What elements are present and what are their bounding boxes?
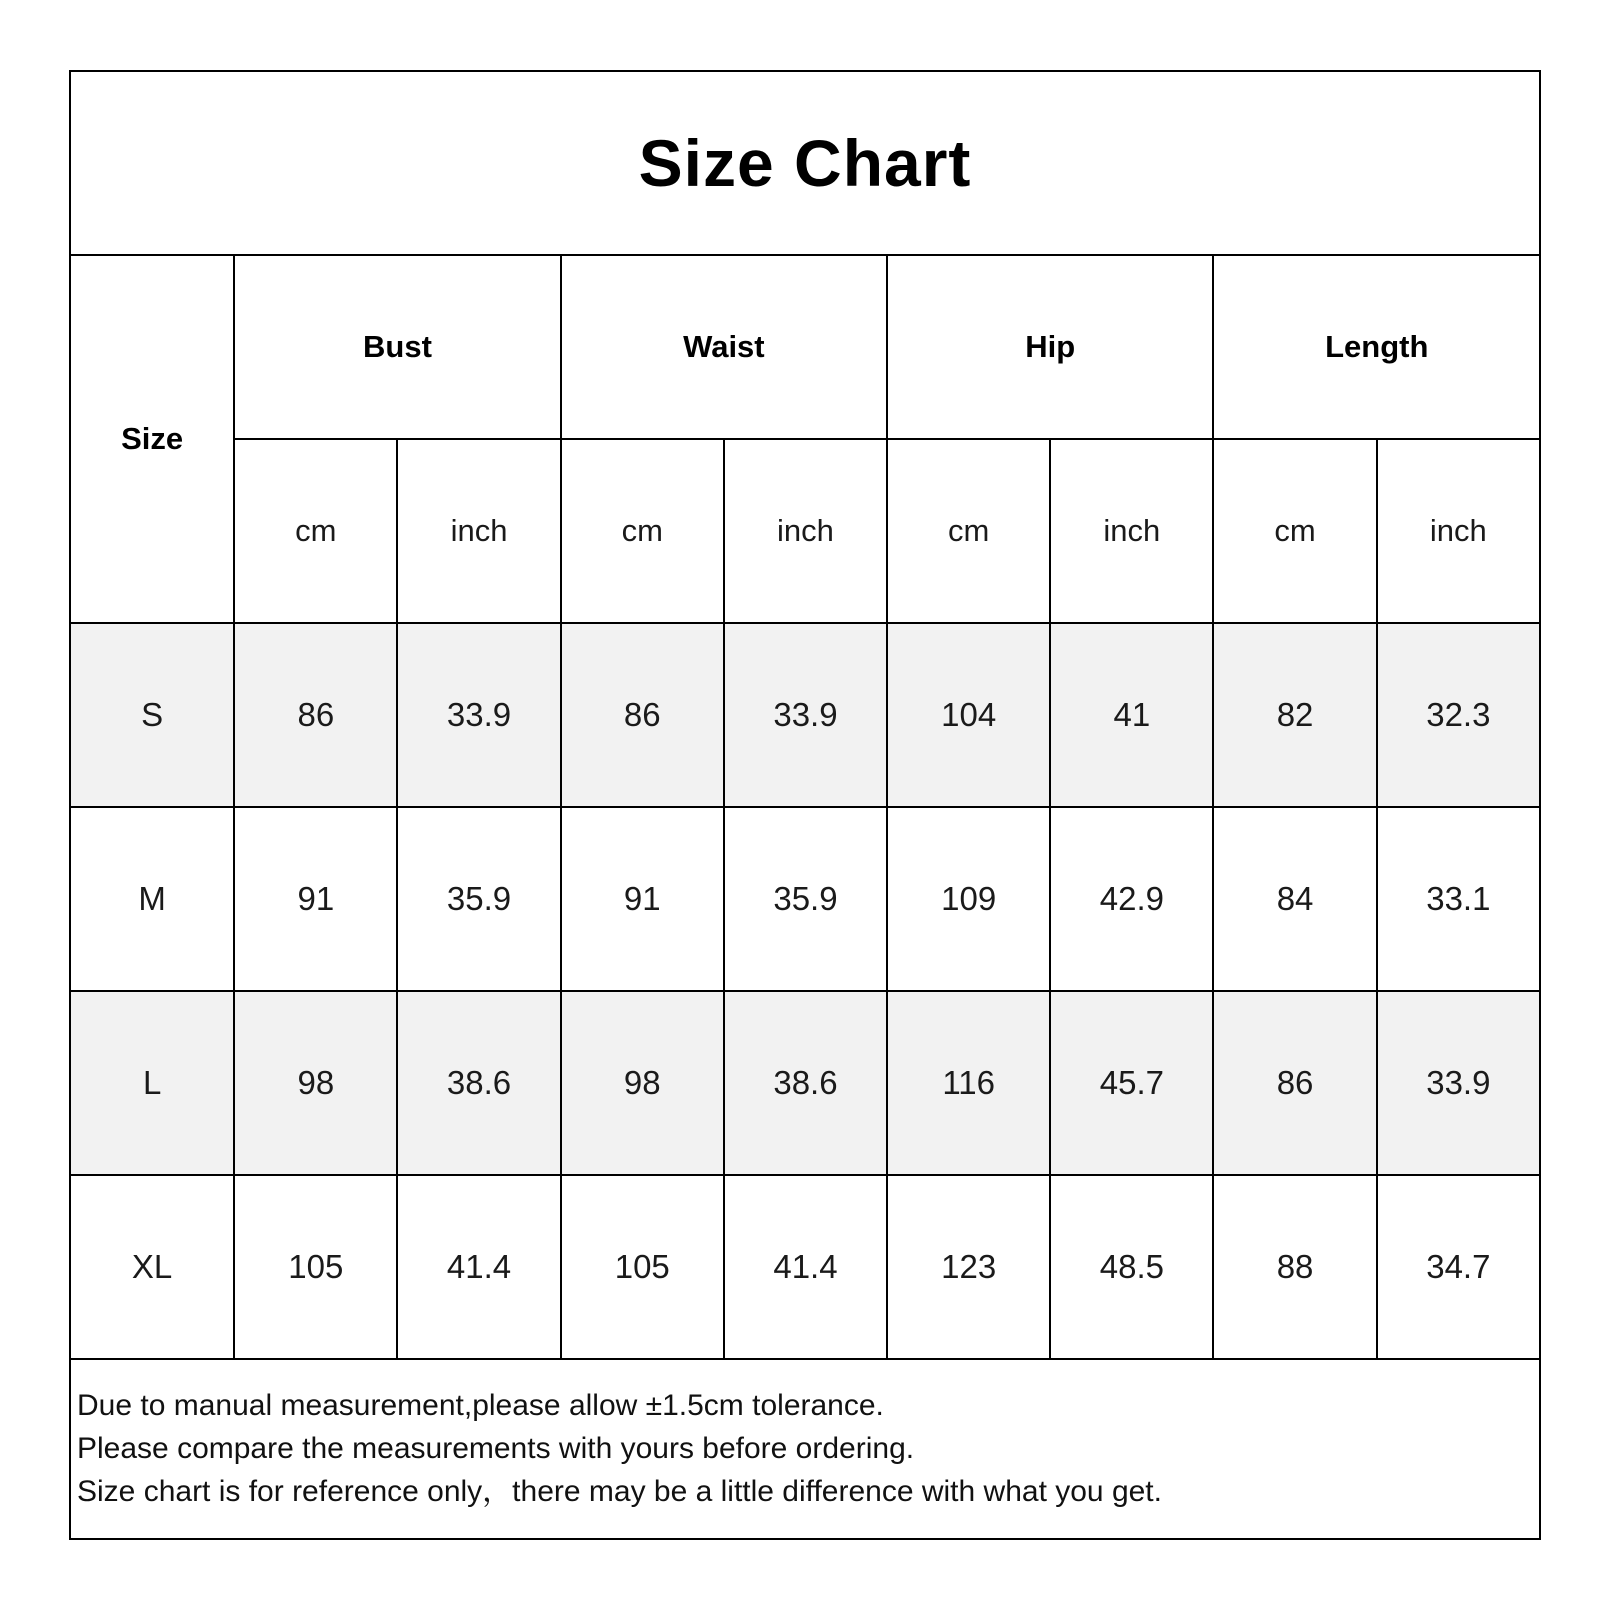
title-row [71,72,1539,256]
size-table [69,254,1541,1360]
table-row [70,991,1540,1175]
table-cell: 98 [234,991,397,1175]
notes-block [71,1360,1539,1540]
table-cell: 104 [887,623,1050,807]
size-cell: S [70,623,234,807]
table-cell: 86 [1213,991,1376,1175]
table-cell: 35.9 [724,807,887,991]
table-cell: 91 [561,807,724,991]
table-cell: 82 [1213,623,1376,807]
table-cell: 41.4 [724,1175,887,1359]
table-row [70,1175,1540,1359]
length-cm-header: cm [1213,439,1376,623]
table-cell: 35.9 [397,807,560,991]
waist-cm-header: cm [561,439,724,623]
table-cell: 33.9 [397,623,560,807]
size-chart-sheet [69,70,1541,1540]
bust-header: Bust [234,255,560,439]
hip-inch-header: inch [1050,439,1213,623]
size-cell: L [70,991,234,1175]
table-row [70,623,1540,807]
table-cell: 33.9 [724,623,887,807]
size-cell: M [70,807,234,991]
table-cell: 38.6 [397,991,560,1175]
waist-inch-header: inch [724,439,887,623]
bust-cm-header: cm [234,439,397,623]
table-cell: 42.9 [1050,807,1213,991]
table-cell: 32.3 [1377,623,1540,807]
size-cell: XL [70,1175,234,1359]
table-cell: 105 [561,1175,724,1359]
header-row-groups [70,255,1540,439]
table-cell: 41.4 [397,1175,560,1359]
table-cell: 91 [234,807,397,991]
hip-cm-header: cm [887,439,1050,623]
table-cell: 123 [887,1175,1050,1359]
size-header: Size [70,255,234,623]
bust-inch-header: inch [397,439,560,623]
table-cell: 98 [561,991,724,1175]
hip-header: Hip [887,255,1213,439]
length-header: Length [1213,255,1540,439]
table-cell: 84 [1213,807,1376,991]
note-compare: Please compare the measurements with yours before ordering. [77,1432,915,1465]
length-inch-header: inch [1377,439,1540,623]
table-cell: 48.5 [1050,1175,1213,1359]
header-row-units [70,439,1540,623]
table-cell: 33.1 [1377,807,1540,991]
table-cell: 45.7 [1050,991,1213,1175]
table-cell: 109 [887,807,1050,991]
note-reference: Size chart is for reference only，there may be a little difference with what you get. [77,1475,1162,1508]
table-row [70,807,1540,991]
table-cell: 86 [561,623,724,807]
waist-header: Waist [561,255,887,439]
table-cell: 88 [1213,1175,1376,1359]
note-tolerance: Due to manual measurement,please allow ±1.5cm tolerance. [77,1389,884,1422]
table-cell: 116 [887,991,1050,1175]
table-cell: 34.7 [1377,1175,1540,1359]
table-cell: 38.6 [724,991,887,1175]
table-cell: 86 [234,623,397,807]
table-cell: 33.9 [1377,991,1540,1175]
page-title: Size Chart [638,126,972,200]
table-cell: 41 [1050,623,1213,807]
table-cell: 105 [234,1175,397,1359]
